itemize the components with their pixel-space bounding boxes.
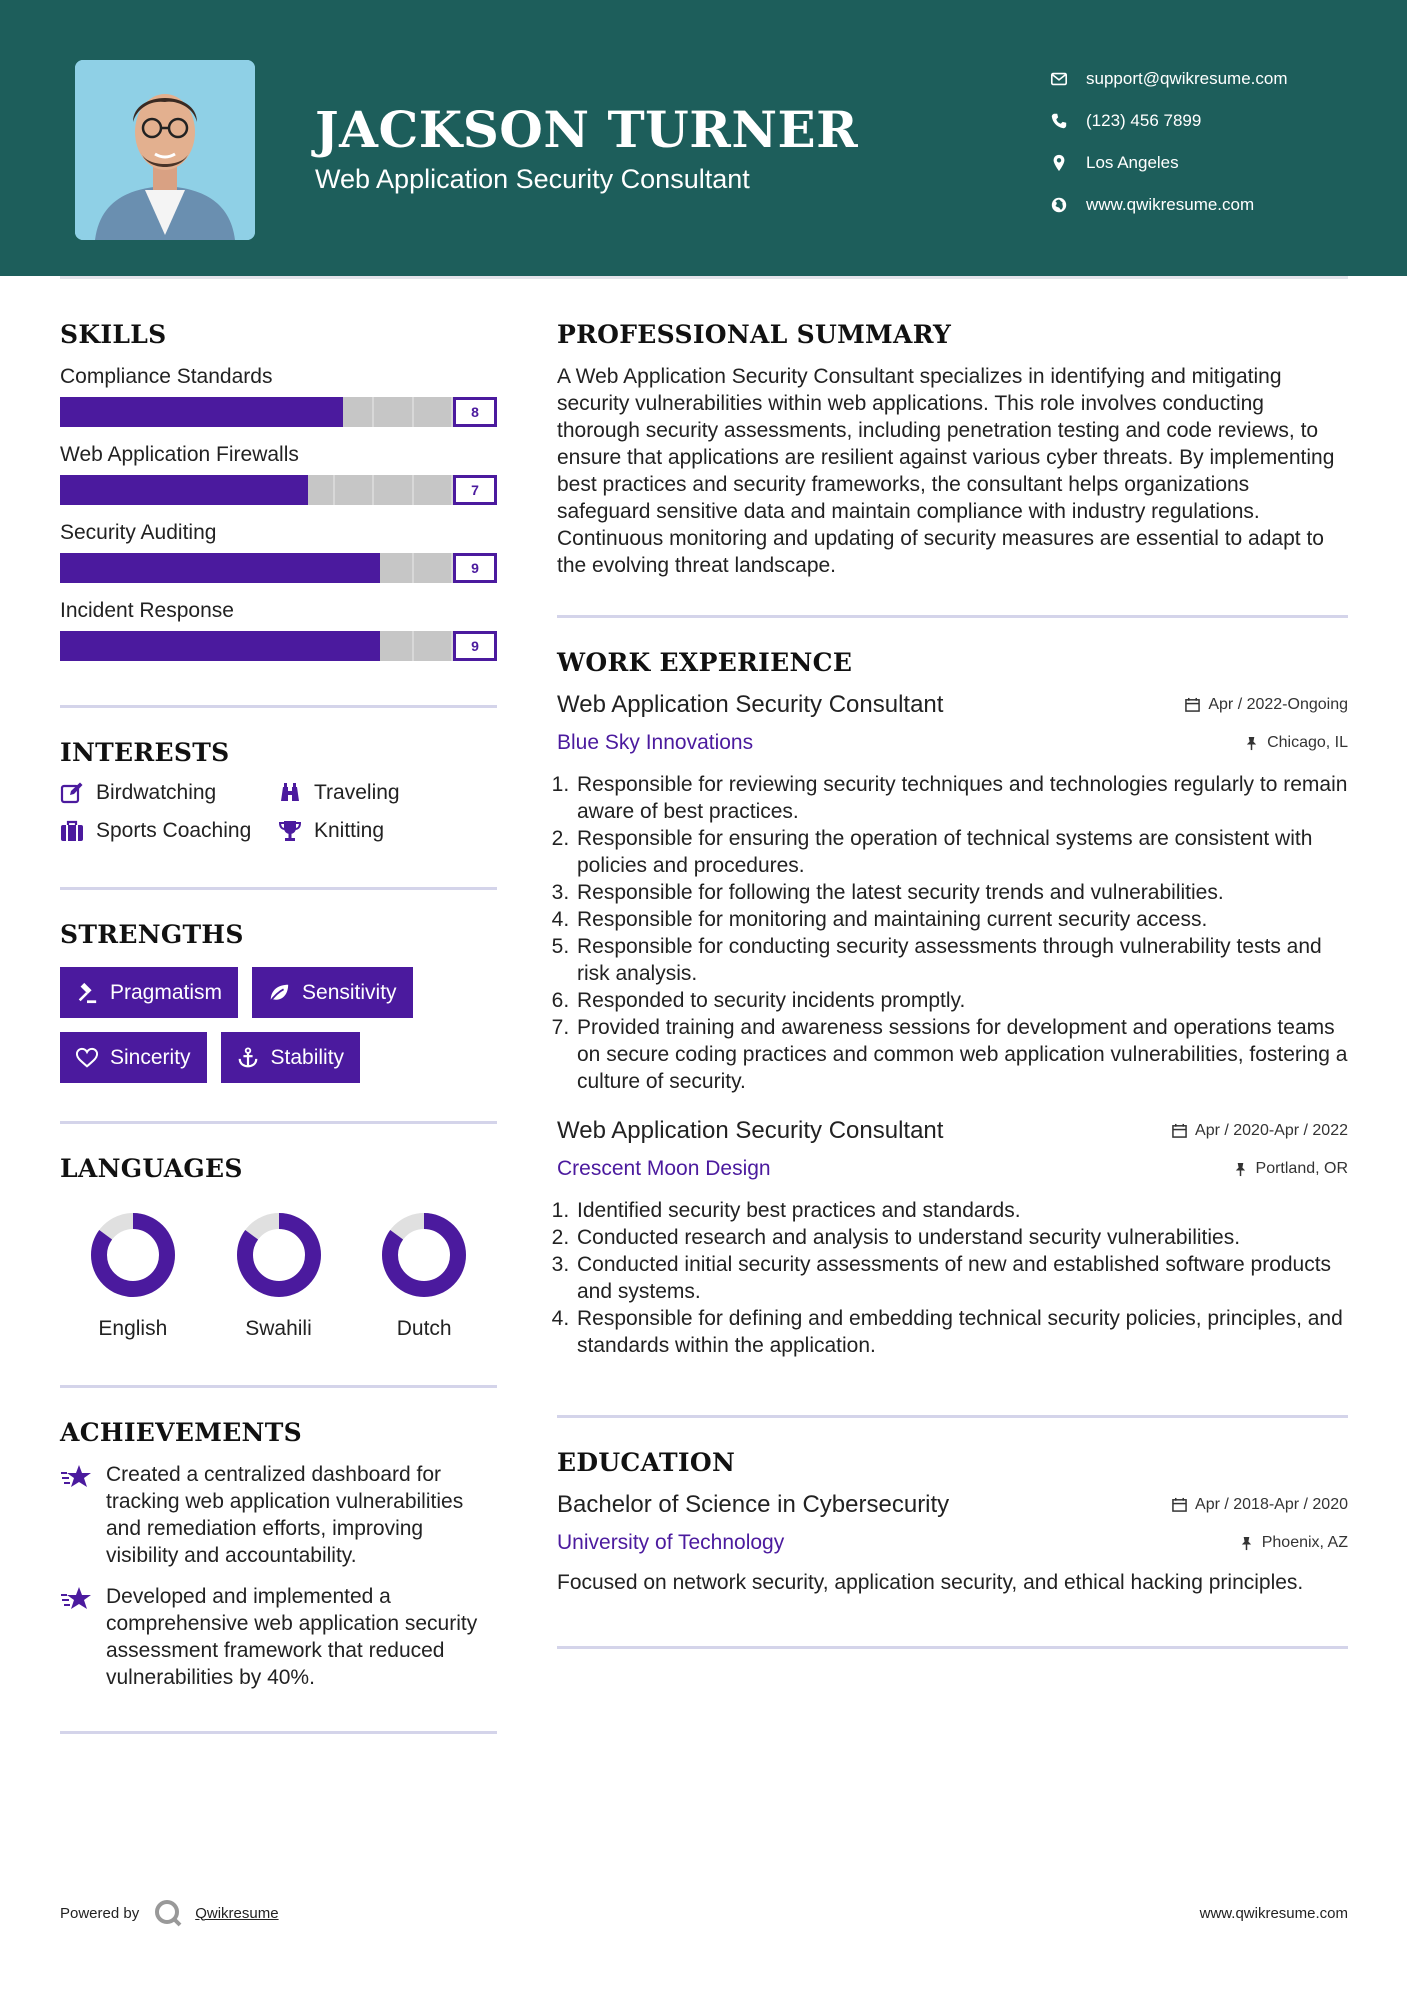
skill-bar bbox=[60, 553, 497, 583]
summary-text: A Web Application Security Consultant specializes in identifying and mitigating security vulnerabilities within web applications. This role involves conducting thorough security assessments, including penetration testing and code reviews, to ensure that applications are resilient against various cyber threats. By implementing best practices and security frameworks, the consultant helps organizations safeguard sensitive data and maintain compliance with industry regulations. Continuous monitoring and updating of security measures are essential to adapt to the evolving threat landscape. bbox=[557, 365, 1335, 577]
calendar-icon bbox=[1172, 1497, 1187, 1512]
strength-tag bbox=[221, 1032, 361, 1083]
job-title: Web Application Security Consultant bbox=[557, 1117, 944, 1144]
language-donut bbox=[235, 1211, 323, 1299]
brand-link[interactable]: Qwikresume bbox=[195, 1904, 279, 1922]
contact-website-text: www.qwikresume.com bbox=[1086, 195, 1255, 214]
duty-list bbox=[557, 771, 1348, 1095]
resume-header bbox=[0, 0, 1407, 276]
skill-fill bbox=[60, 631, 380, 661]
degree-title: Bachelor of Science in Cybersecurity bbox=[557, 1491, 950, 1518]
language-name: Dutch bbox=[396, 1317, 452, 1340]
skill-name: Incident Response bbox=[60, 599, 234, 622]
skills-section bbox=[60, 320, 497, 661]
company-name: Blue Sky Innovations bbox=[557, 731, 754, 754]
section-divider bbox=[557, 1646, 1348, 1649]
language-item bbox=[60, 1211, 206, 1341]
skill-fill bbox=[60, 475, 308, 505]
duty-item: 3. Conducted initial security assessments of new and established software products and systems. bbox=[575, 1251, 1348, 1305]
pushpin-icon bbox=[1233, 1162, 1248, 1177]
profile-photo bbox=[75, 60, 255, 240]
job-location-text: Chicago, IL bbox=[1267, 734, 1348, 751]
skill-item bbox=[60, 365, 497, 427]
language-item bbox=[351, 1211, 497, 1341]
candidate-title: Web Application Security Consultant bbox=[315, 164, 750, 194]
interests-section bbox=[60, 738, 497, 843]
language-name: English bbox=[98, 1317, 168, 1340]
envelope-icon bbox=[1050, 70, 1068, 88]
interest-item bbox=[278, 819, 497, 843]
skill-item bbox=[60, 521, 497, 583]
interest-label: Sports Coaching bbox=[96, 819, 252, 842]
contact-email[interactable] bbox=[1050, 58, 1390, 100]
calendar-icon bbox=[1185, 697, 1200, 712]
interest-item bbox=[278, 781, 497, 805]
briefcase-icon bbox=[60, 819, 84, 843]
skill-name: Security Auditing bbox=[60, 521, 217, 544]
interest-label: Traveling bbox=[314, 781, 400, 804]
header-divider bbox=[60, 276, 1348, 279]
duty-item: 3. Responsible for following the latest security trends and vulnerabilities. bbox=[575, 879, 1348, 906]
duty-item: 4. Responsible for monitoring and maintaining current security access. bbox=[575, 906, 1348, 933]
strengths-section bbox=[60, 920, 497, 1083]
skill-bar bbox=[60, 475, 497, 505]
skill-level-badge: 8 bbox=[453, 397, 497, 427]
edit-icon bbox=[60, 781, 84, 805]
globe-icon bbox=[1050, 196, 1068, 214]
heart-icon bbox=[76, 1047, 98, 1069]
language-donut bbox=[89, 1211, 177, 1299]
achievement-item bbox=[60, 1583, 497, 1691]
company-name: Crescent Moon Design bbox=[557, 1157, 771, 1180]
duty-item: 2. Conducted research and analysis to understand security vulnerabilities. bbox=[575, 1224, 1348, 1251]
pushpin-icon bbox=[1244, 736, 1259, 751]
calendar-icon bbox=[1172, 1123, 1187, 1138]
skill-bar bbox=[60, 631, 497, 661]
section-divider bbox=[60, 1385, 497, 1388]
section-divider bbox=[60, 705, 497, 708]
interests-list bbox=[60, 781, 497, 843]
summary-heading: PROFESSIONAL SUMMARY bbox=[557, 320, 952, 349]
section-divider bbox=[557, 615, 1348, 618]
left-column bbox=[60, 320, 497, 1734]
star-award-icon bbox=[60, 1585, 92, 1613]
interest-label: Birdwatching bbox=[96, 781, 217, 804]
interest-item bbox=[60, 819, 278, 843]
binoculars-icon bbox=[278, 781, 302, 805]
job-dates bbox=[1185, 696, 1348, 714]
contact-location bbox=[1050, 142, 1390, 184]
strength-label: Pragmatism bbox=[110, 980, 223, 1004]
contact-location-text: Los Angeles bbox=[1086, 153, 1179, 172]
education-dates-text: Apr / 2018-Apr / 2020 bbox=[1195, 1495, 1348, 1513]
strengths-list bbox=[60, 967, 497, 1083]
strength-tag bbox=[60, 1032, 207, 1083]
section-divider bbox=[60, 1731, 497, 1734]
contact-phone[interactable] bbox=[1050, 100, 1390, 142]
job-dates-text: Apr / 2022-Ongoing bbox=[1208, 695, 1348, 713]
contact-list bbox=[1050, 58, 1390, 226]
qwikresume-logo-icon bbox=[153, 1898, 183, 1928]
anchor-icon bbox=[237, 1047, 259, 1069]
achievements-section bbox=[60, 1418, 497, 1691]
skill-level-badge: 7 bbox=[453, 475, 497, 505]
interest-item bbox=[60, 781, 278, 805]
experience-section bbox=[557, 648, 1348, 1359]
job-location-text: Portland, OR bbox=[1255, 1160, 1348, 1177]
duty-item: 1. Responsible for reviewing security techniques and technologies regularly to remain aware of best practices. bbox=[575, 771, 1348, 825]
right-column bbox=[557, 320, 1348, 1649]
duty-item: 1. Identified security best practices and standards. bbox=[575, 1197, 1348, 1224]
job-dates-text: Apr / 2020-Apr / 2022 bbox=[1195, 1121, 1348, 1139]
school-name: University of Technology bbox=[557, 1531, 785, 1554]
education-section bbox=[557, 1448, 1348, 1596]
education-dates bbox=[1172, 1496, 1348, 1514]
map-pin-icon bbox=[1050, 154, 1068, 172]
duty-item: 4. Responsible for defining and embedding technical security policies, principles, and standards within the application. bbox=[575, 1305, 1348, 1359]
interests-heading: INTERESTS bbox=[60, 738, 230, 767]
language-item bbox=[206, 1211, 352, 1341]
duty-item: 6. Responded to security incidents promptly. bbox=[575, 987, 1348, 1014]
strength-label: Stability bbox=[270, 1045, 345, 1069]
contact-website[interactable] bbox=[1050, 184, 1390, 226]
candidate-name: JACKSON TURNER bbox=[315, 100, 859, 159]
skill-item bbox=[60, 599, 497, 661]
education-heading: EDUCATION bbox=[557, 1448, 736, 1477]
job-location bbox=[1233, 1160, 1348, 1178]
summary-section bbox=[557, 320, 1348, 579]
duty-item: 5. Responsible for conducting security assessments through vulnerability tests and risk analysis. bbox=[575, 933, 1348, 987]
language-name: Swahili bbox=[245, 1317, 312, 1340]
strength-tag bbox=[60, 967, 238, 1018]
skill-level-badge: 9 bbox=[453, 631, 497, 661]
education-location-text: Phoenix, AZ bbox=[1261, 1534, 1348, 1551]
job-title: Web Application Security Consultant bbox=[557, 691, 944, 718]
footer-website[interactable]: www.qwikresume.com bbox=[1199, 1904, 1348, 1922]
languages-heading: LANGUAGES bbox=[60, 1154, 243, 1183]
education-location bbox=[1239, 1534, 1348, 1552]
gavel-icon bbox=[76, 982, 98, 1004]
skill-name: Compliance Standards bbox=[60, 365, 273, 388]
skill-item bbox=[60, 443, 497, 505]
language-donut bbox=[380, 1211, 468, 1299]
achievement-text: Developed and implemented a comprehensive web application security assessment framework that reduced vulnerabilities by 40%. bbox=[106, 1585, 478, 1689]
strengths-heading: STRENGTHS bbox=[60, 920, 244, 949]
section-divider bbox=[60, 887, 497, 890]
education-description: Focused on network security, application security, and ethical hacking principles. bbox=[557, 1571, 1304, 1594]
duty-item: 7. Provided training and awareness sessions for development and operations teams on secure coding practices and common web application vulnerabilities, fostering a culture of security. bbox=[575, 1014, 1348, 1095]
job-entry bbox=[557, 691, 1348, 1095]
powered-by-label: Powered by bbox=[60, 1904, 140, 1922]
strength-label: Sensitivity bbox=[302, 980, 397, 1004]
avatar-illustration bbox=[75, 60, 255, 240]
section-divider bbox=[557, 1415, 1348, 1418]
contact-email-text: support@qwikresume.com bbox=[1086, 69, 1288, 88]
interest-label: Knitting bbox=[314, 819, 385, 842]
job-entry bbox=[557, 1117, 1348, 1359]
section-divider bbox=[60, 1121, 497, 1124]
phone-icon bbox=[1050, 112, 1068, 130]
trophy-icon bbox=[278, 819, 302, 843]
leaf-icon bbox=[268, 982, 290, 1004]
skill-level-badge: 9 bbox=[453, 553, 497, 583]
strength-label: Sincerity bbox=[110, 1045, 191, 1069]
languages-section bbox=[60, 1154, 497, 1341]
experience-heading: WORK EXPERIENCE bbox=[557, 648, 853, 677]
skills-heading: SKILLS bbox=[60, 320, 167, 349]
achievements-heading: ACHIEVEMENTS bbox=[60, 1418, 302, 1447]
contact-phone-text: (123) 456 7899 bbox=[1086, 111, 1202, 130]
languages-list bbox=[60, 1211, 497, 1341]
strength-tag bbox=[252, 967, 413, 1018]
star-award-icon bbox=[60, 1463, 92, 1491]
skill-fill bbox=[60, 553, 380, 583]
pushpin-icon bbox=[1239, 1536, 1254, 1551]
job-location bbox=[1244, 734, 1348, 752]
achievement-item bbox=[60, 1461, 497, 1569]
skill-fill bbox=[60, 397, 343, 427]
skill-bar bbox=[60, 397, 497, 427]
page-footer bbox=[60, 1898, 1348, 1928]
skill-name: Web Application Firewalls bbox=[60, 443, 299, 466]
powered-by bbox=[60, 1898, 279, 1928]
duty-item: 2. Responsible for ensuring the operation of technical systems are consistent with policies and procedures. bbox=[575, 825, 1348, 879]
achievement-text: Created a centralized dashboard for tracking web application vulnerabilities and remediation efforts, improving visibility and accountability. bbox=[106, 1463, 464, 1567]
duty-list bbox=[557, 1197, 1348, 1359]
job-dates bbox=[1172, 1122, 1348, 1140]
